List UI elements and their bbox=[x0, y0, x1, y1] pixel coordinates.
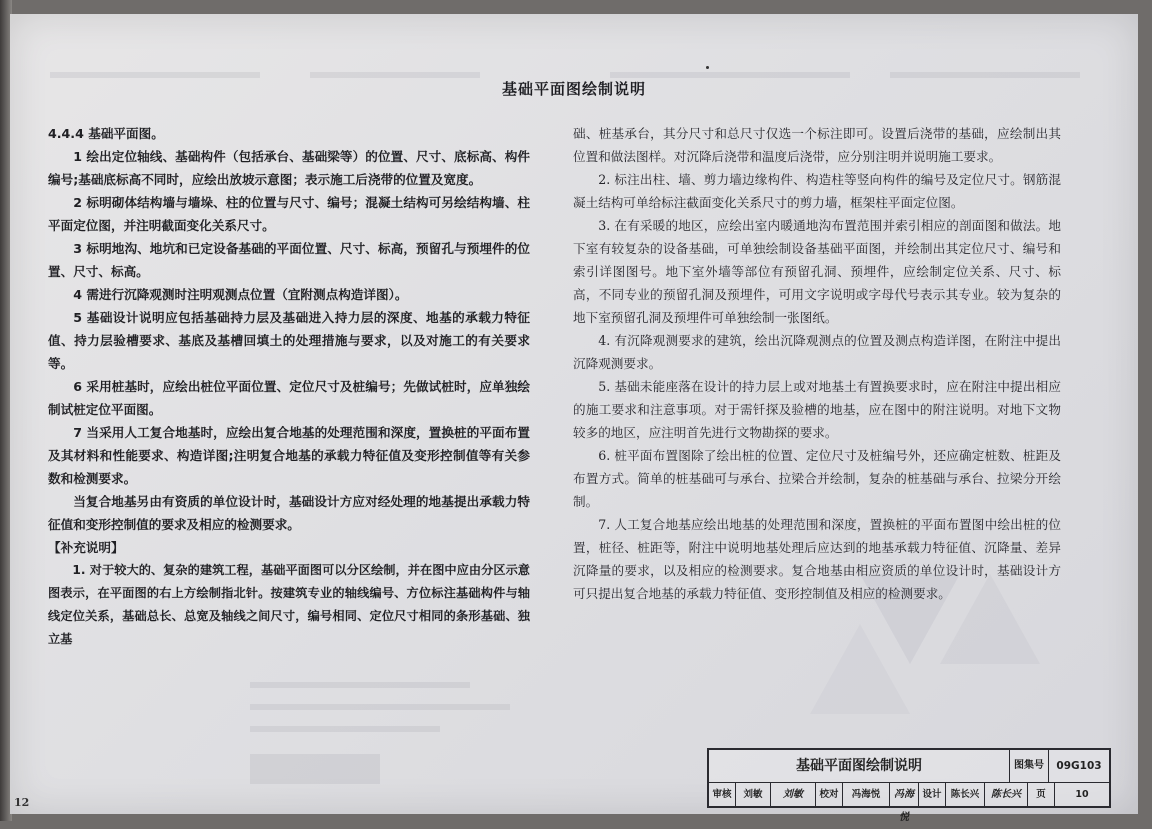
design-name: 陈长兴 bbox=[946, 783, 985, 806]
page-label: 页 bbox=[1028, 783, 1055, 806]
list-item: 7 当采用人工复合地基时，应绘出复合地基的处理范围和深度，置换桩的平面布置及其材料和性能要求、构造详图;注明复合地基的承载力特征值及变形控制值等有关参数和检测要求。 bbox=[48, 425, 530, 486]
page-title: 基础平面图绘制说明 bbox=[501, 80, 646, 98]
list-item: 6. 桩平面布置图除了绘出桩的位置、定位尺寸及桩编号外，还应确定桩数、桩距及布置方式。简单的桩基础可与承台、拉梁合并绘制，复杂的桩基础与承台、拉梁分开绘制。 bbox=[573, 448, 1061, 509]
list-item: 7. 人工复合地基应绘出地基的处理范围和深度，置换桩的平面布置图中绘出桩的位置，桩径、桩距等，附注中说明地基处理后应达到的地基承载力特征值、沉降量、差异沉降量的要求，以及相应的检测要求。复合地基由相应资质的单位设计时，基础设计方可只提出复合地基的承载力特征值、变形控制值及相应的检测要求。 bbox=[573, 517, 1061, 601]
review-signature: 刘敏 bbox=[771, 783, 816, 806]
list-item: 4 需进行沉降观测时注明观测点位置（宜附测点构造详图）。 bbox=[73, 287, 408, 302]
check-signature: 冯海悦 bbox=[890, 783, 919, 806]
review-label: 审核 bbox=[709, 783, 736, 806]
ghost-text bbox=[250, 726, 440, 732]
ghost-box bbox=[250, 754, 380, 784]
list-item: 3 标明地沟、地坑和已定设备基础的平面位置、尺寸、标高，预留孔与预埋件的位置、尺寸、标高。 bbox=[48, 241, 530, 279]
design-label: 设计 bbox=[919, 783, 946, 806]
ink-dot bbox=[706, 66, 709, 69]
list-item: 5. 基础未能座落在设计的持力层上或对地基土有置换要求时，应在附注中提出相应的施工要求和注意事项。对于需钎探及验槽的地基，应在图中的附注说明。对地下文物较多的地区，应注明首先进行文物勘探的要求。 bbox=[573, 379, 1061, 440]
list-item: 5 基础设计说明应包括基础持力层及基础进入持力层的深度、地基的承载力特征值、持力层验槽要求、基底及基槽回填土的处理措施与要求，以及对施工的有关要求等。 bbox=[48, 310, 530, 371]
list-item: 2 标明砌体结构墙与墙垛、柱的位置与尺寸、编号；混凝土结构可另绘结构墙、柱平面定位图，并注明截面变化关系尺寸。 bbox=[48, 195, 530, 233]
document-page bbox=[10, 14, 1138, 823]
page-value: 10 bbox=[1075, 789, 1089, 800]
review-name: 刘敏 bbox=[736, 783, 771, 806]
title-block-header bbox=[709, 750, 1109, 783]
supplement-item: 1. 对于较大的、复杂的建筑工程，基础平面图可以分区绘制，并在图中应由分区示意图表示，在平面图的右上方绘制指北针。按建筑专业的轴线编号、方位标注基础构件与轴线定位关系，基础总长、总宽及轴线之间尺寸，编号相同、定位尺寸相同的条形基础、独立基 bbox=[48, 563, 530, 646]
right-column bbox=[573, 122, 1061, 605]
page-number: 12 bbox=[14, 796, 30, 809]
ghost-text bbox=[250, 704, 510, 710]
check-label: 校对 bbox=[816, 783, 843, 806]
watermark-triangle bbox=[810, 624, 910, 714]
title-block-signatures bbox=[709, 783, 1109, 823]
design-signature: 陈长兴 bbox=[985, 783, 1028, 806]
title-block-title: 基础平面图绘制说明 bbox=[709, 750, 1010, 782]
supplement-heading: 【补充说明】 bbox=[48, 540, 124, 555]
list-item: 2. 标注出柱、墙、剪力墙边缘构件、构造柱等竖向构件的编号及定位尺寸。钢筋混凝土结构可单给标注截面变化关系尺寸的剪力墙，框架柱平面定位图。 bbox=[573, 172, 1061, 210]
list-item: 1 绘出定位轴线、基础构件（包括承台、基础梁等）的位置、尺寸、底标高、构件编号;基础底标高不同时，应绘出放坡示意图；表示施工后浇带的位置及宽度。 bbox=[48, 149, 530, 187]
list-item: 当复合地基另由有资质的单位设计时，基础设计方应对经处理的地基提出承载力特征值和变形控制值的要求及相应的检测要求。 bbox=[48, 494, 530, 532]
list-item: 3. 在有采暖的地区，应绘出室内暖通地沟布置范围并索引相应的剖面图和做法。地下室有较复杂的设备基础，可单独绘制设备基础平面图，并绘制出其定位尺寸、编号和索引详图图号。地下室外墙等部位有预留孔洞、预埋件，应绘制定位关系、尺寸、标高，不同专业的预留孔洞及预埋件，可用文字说明或字母代号表示其专业。较为复杂的地下室预留孔洞及预埋件可单独绘制一张图纸。 bbox=[573, 218, 1061, 325]
section-heading: 4.4.4 基础平面图。 bbox=[48, 126, 164, 141]
atlas-number-label: 图集号 bbox=[1010, 750, 1049, 782]
check-name: 冯海悦 bbox=[843, 783, 890, 806]
left-column bbox=[48, 122, 530, 651]
atlas-number-value: 09G103 bbox=[1056, 760, 1102, 772]
title-block bbox=[707, 748, 1111, 823]
ghost-text bbox=[250, 682, 470, 688]
list-item: 4. 有沉降观测要求的建筑，绘出沉降观测点的位置及测点构造详图，在附注中提出沉降观测要求。 bbox=[573, 333, 1061, 371]
list-item: 6 采用桩基时，应绘出桩位平面位置、定位尺寸及桩编号；先做试桩时，应单独绘制试桩定位平面图。 bbox=[48, 379, 530, 417]
list-item: 础、桩基承台，其分尺寸和总尺寸仅选一个标注即可。设置后浇带的基础，应绘制出其位置和做法图样。对沉降后浇带和温度后浇带，应分别注明并说明施工要求。 bbox=[573, 126, 1061, 164]
